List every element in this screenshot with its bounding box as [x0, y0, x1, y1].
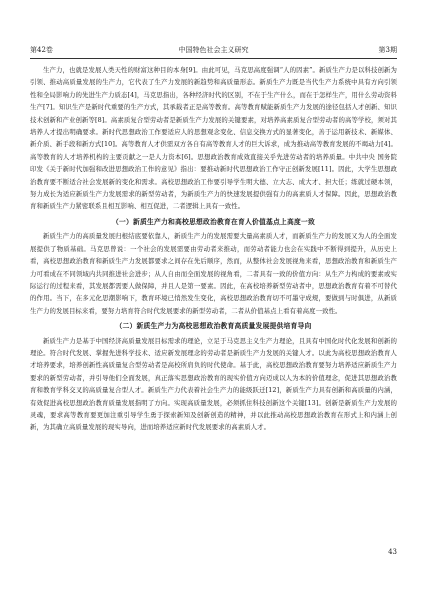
volume-label: 第42卷 — [30, 46, 53, 54]
section-heading-2: （二）新质生产力为高校思想政治教育高质量发展提供培育导向 — [115, 322, 312, 331]
body-paragraph: 生产力，也就是发展人类天性的财富这种目的本身[9]。由此可见，马克思高度强调“人的因素”。新质生产力是以科技创新为引领、推动高质量发展的生产力，它代表了生产力发展的新趋势和高质量形态。新质生产力既是当代生产力系统中具有方向引领性和全局影响力的先进生产力质态[4]，马克思指出，各种经济时代的区别，不在于生产什么，而在于怎样生产，用什么劳动资料生产[7]。知识生产是新时代重要的生产方式，其承载者正是高等教育。高等教育赋能新质生产力发展的途径包括人才创新、知识技术创新和产业创新等[8]。高素质复合型劳动者是新质生产力发展的关键要素，对培养高素质复合型劳动者的高等学校，须对其培养人才提出明确要求。新时代思想政治工作要适应人的思想观念变化、信息交换方式的显著变化，善于运用新技术、新媒体、新介质、新手段和新方式[10]。高等教育人才供需双方各自有高等教育人才的巨大诉求，成为推动高等教育发展的不竭动力[4]。高等教育的人才培养机构的主要贡献之一是人力资本[6]。思想政治教育成效直接关乎先进劳动者的培养质量。中共中央 国务院印发《关于新时代加强和改进思想政治工作的意见》指出：要推动新时代思想政治工作守正创新发展[11]。因此，大学生思想政治教育要不断适合社会发展新的变化和需求。高校思想政治工作要引导学生明大德、立大志、成大才、担大任；练就过硬本领，努力成长为适应新质生产力发展需求的新型劳动者，为新质生产力的快速发展提供强有力的高素质人才保障。因此，思想政治教育和新质生产力紧密联系且相互影响、相互促进，二者逻辑上具有一致性。 — [30, 66, 397, 211]
journal-title: 中国特色社会主义研究 — [178, 46, 249, 54]
page-number: 43 — [388, 548, 397, 556]
issue-label: 第3期 — [378, 46, 397, 54]
article-body — [30, 64, 397, 434]
body-paragraph: 新质生产力是基于中国经济高质量发展目标需求的理论，立足于马克思主义生产力理论，且具有中国化时代化发展和创新的理论。符合时代发展、掌握先进科学技术、适应新发展理念的劳动者是新质生产力发展的关键人才。以此为高校思想政治教育人才培养要求，培养创新性高质量复合型劳动者是高校所肩负的时代使命。基于此，高校思想政治教育要努力培养适应新质生产力要求的新型劳动者，并引导他们全面发展，真正落实思想政治教育的现实价值方向迈成以人为本的价值理念，促进其思想政治教育和教育学科交叉的高质量复合型人才。新质生产力代表着社会生产力的能级跃迁[12]，新质生产力具有创新和高质量的内涵，有效促进高校思想政治教育质量发展指明了方向。实现高质量发展，必须抓住科技创新这个关键[13]。创新是新质生产力发展的灵魂，要求高等教育要更加注重引导学生勇于探索新知及创新创造的精神，并以此推动高校思想政治教育在形式上和内涵上创新，为其确立高质量发展的现实导向，进而培养适应新时代发展要求的高素质人才。 — [30, 336, 397, 432]
section-heading-1: （一）新质生产力和高校思想政治教育在育人价值基点上高度一致 — [112, 217, 315, 226]
body-paragraph: 新质生产力的高质量发展归根结底要依靠人，新质生产力的发展需要大量高素质人才，而新质生产力的发展又为人的全面发展提供了物质基础。马克思曾说：一个社会的发展需要由劳动者来推动，而劳动者能力也会在实践中不断得到提升，从历史上看，高校思想政治教育和新质生产力发展都要求之间存在先后顺序，然而，从整体社会发展视角来看，思想政治教育和新质生产力可看成在不同领域内共同推进社会进步；从人自由而全面发展的视角看，二者具有一致的价值方向：从生产力构成的要素或实际运行的过程来看，其发展都需要人做保障，并且人是第一要素。因此，在高校培养新型劳动者中，思想政治教育有着不可替代的作用。当下，在多元化思潮影响下，教育环境已悄然发生变化，高校思想政治教育切不可墨守成规，要做到与时俱进，从新质生产力的发展目标来看，要努力培育符合时代发展要求的新型劳动者，二者从价值基点上看有着高度一致性。 — [30, 232, 397, 315]
running-header — [30, 44, 397, 56]
header-rule — [30, 58, 397, 59]
